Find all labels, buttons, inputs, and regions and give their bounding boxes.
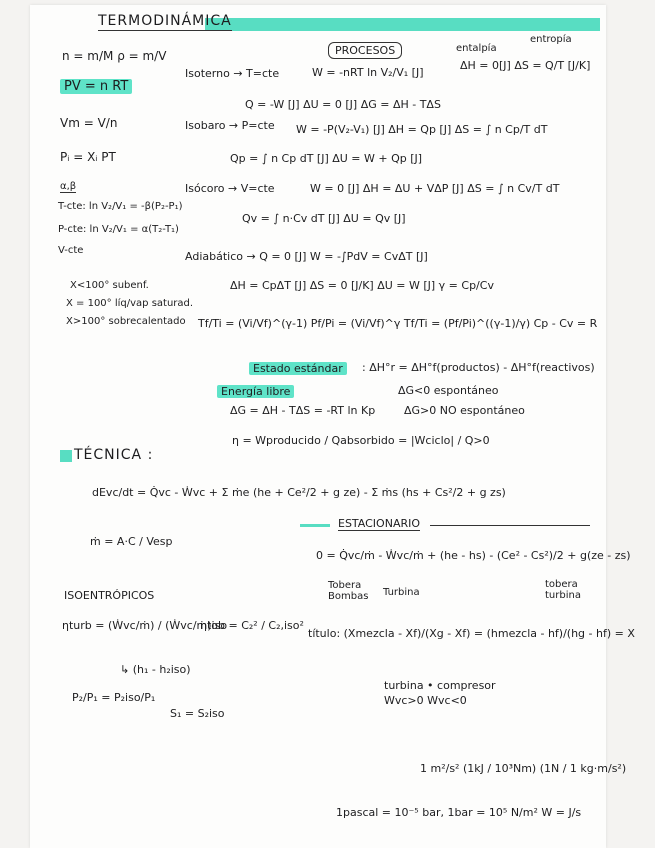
isocoro-equations: W = 0 [J] ΔH = ΔU + VΔP [J] ΔS = ∫ n Cv/T dT xyxy=(310,182,560,195)
v-cte-relation: V-cte xyxy=(58,245,84,256)
isoterno-q-line: Q = -W [J] ΔU = 0 [J] ΔG = ΔH - TΔS xyxy=(245,98,441,111)
nozzle-efficiency: ηtob = C₂² / C₂,iso² xyxy=(200,619,304,632)
turbina-compresor-note: turbina • compresor xyxy=(384,679,496,692)
isobaro-equations: W = -P(V₂-V₁) [J] ΔH = Qp [J] ΔS = ∫ n Cp/T dT xyxy=(296,123,548,136)
efficiency-equation: η = Wproducido / Qabsorbido = |Wciclo| / Q>0 xyxy=(232,434,490,447)
isobaro-label: Isobaro → P=cte xyxy=(185,119,275,132)
poisson-relations: Tf/Ti = (Vi/Vf)^(γ-1) Pf/Pi = (Vi/Vf)^γ Tf/Ti = (Pf/Pi)^((γ-1)/γ) Cp - Cv = R xyxy=(198,317,598,330)
alpha-beta-label: α,β xyxy=(60,181,77,192)
tecnica-heading: TÉCNICA : xyxy=(74,447,154,463)
turbine-efficiency: ηturb = (Ẇvc/ṁ) / (Ẇvc/ṁ)iso xyxy=(62,619,228,632)
superheated-note: X>100° sobrecalentado xyxy=(66,316,186,327)
isoterno-work: W = -nRT ln V₂/V₁ [J] xyxy=(312,66,424,79)
isoterno-label: Isoterno → T=cte xyxy=(185,67,280,80)
saturated-note: X = 100° líq/vap saturad. xyxy=(66,298,194,309)
estado-estandar-label: Estado estándar xyxy=(249,362,347,375)
tobera-turbina-note: tobera turbina xyxy=(545,579,581,601)
turbina-note: Turbina xyxy=(383,587,420,598)
energy-balance-equation: dEvc/dt = Q̇vc - Ẇvc + Σ ṁe (he + Ce²/2 + g ze) - Σ ṁs (hs + Cs²/2 + g zs) xyxy=(92,486,506,499)
adiabatico-line: Adiabático → Q = 0 [J] W = -∫PdV = CvΔT [J] xyxy=(185,250,428,263)
work-sign-note: Wvc>0 Wvc<0 xyxy=(384,694,467,707)
molar-volume: Vm = V/n xyxy=(60,116,118,130)
estacionario-heading: ESTACIONARIO xyxy=(338,517,421,530)
steady-state-equation: 0 = Q̇vc/ṁ - Ẇvc/ṁ + (he - hs) - (Ce² - Cs²)/2 + g(ze - zs) xyxy=(316,549,631,562)
mass-flow-equation: ṁ = A·C / Vesp xyxy=(90,535,173,548)
enthalpy-difference: ↳ (h₁ - h₂iso) xyxy=(120,663,191,676)
energia-libre-label: Energía libre xyxy=(217,385,294,398)
quality-equation: título: (Xmezcla - Xf)/(Xg - Xf) = (hmezcla - hf)/(hg - hf) = X xyxy=(308,627,635,640)
isocoro-qv-line: Qv = ∫ n·Cv dT [J] ΔU = Qv [J] xyxy=(242,212,406,225)
entalpia-note: entalpía xyxy=(456,43,497,54)
no-espontaneo-note: ΔG>0 NO espontáneo xyxy=(404,404,525,417)
t-cte-relation: T-cte: ln V₂/V₁ = -β(P₂-P₁) xyxy=(58,201,183,212)
estacionario-highlight-bar xyxy=(300,524,330,527)
ideal-gas-law: PV = n RT xyxy=(60,79,132,94)
isoentropicos-heading: ISOENTRÓPICOS xyxy=(64,589,155,602)
pressure-ratio: P₂/P₁ = P₂iso/P₁ xyxy=(72,691,156,704)
adiabatico-properties: ΔH = CpΔT [J] ΔS = 0 [J/K] ΔU = W [J] γ = Cp/Cv xyxy=(230,279,494,292)
page-title: TERMODINÁMICA xyxy=(98,13,232,29)
gibbs-relation: ΔG = ΔH - TΔS = -RT ln Kp xyxy=(230,404,376,417)
moles-density-formula: n = m/M ρ = m/V xyxy=(62,49,167,63)
standard-enthalpy-equation: : ΔH°r = ΔH°f(productos) - ΔH°f(reactivos) xyxy=(362,361,595,374)
unit-conversion: 1 m²/s² (1kJ / 10³Nm) (1N / 1 kg·m/s²) xyxy=(420,762,627,775)
tecnica-highlight-bar xyxy=(60,450,72,462)
tobera-bombas-note: Tobera Bombas xyxy=(328,580,369,602)
pascal-bar-conversion: 1pascal = 10⁻⁵ bar, 1bar = 10⁵ N/m² W = J/s xyxy=(336,806,582,819)
procesos-box: PROCESOS xyxy=(328,42,402,59)
title-highlight-bar xyxy=(205,18,600,31)
isocoro-label: Isócoro → V=cte xyxy=(185,182,275,195)
isobaro-qp-line: Qp = ∫ n Cp dT [J] ΔU = W + Qp [J] xyxy=(230,152,423,165)
subcooled-note: X<100° subenf. xyxy=(70,280,149,291)
entropia-note: entropía xyxy=(530,34,572,45)
espontaneo-note: ΔG<0 espontáneo xyxy=(398,384,499,397)
entropy-equality: S₁ = S₂iso xyxy=(170,707,225,720)
isoterno-enthalpy-entropy: ΔH = 0[J] ΔS = Q/T [J/K] xyxy=(460,59,591,72)
partial-pressure: Pᵢ = Xᵢ PT xyxy=(60,150,116,164)
p-cte-relation: P-cte: ln V₂/V₁ = α(T₂-T₁) xyxy=(58,224,179,235)
estacionario-underline xyxy=(430,525,590,526)
